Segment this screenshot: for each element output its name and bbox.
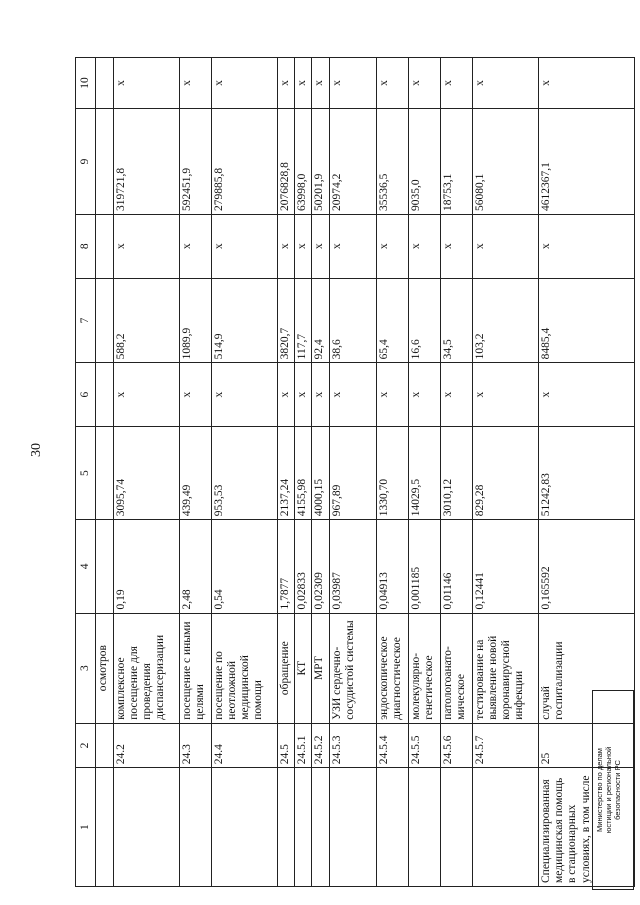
header-cell: 10 — [76, 58, 96, 109]
header-cell: 4 — [76, 520, 96, 613]
table-row — [312, 58, 329, 887]
cell-col-6: х — [295, 363, 312, 427]
cell-col-3: посещение по неотложной медицинской помощи — [211, 613, 277, 723]
cell-col-8 — [96, 214, 113, 278]
stamp-line-1: Министерство по делам — [595, 748, 604, 832]
table-row — [295, 58, 312, 887]
cell-col-5: 4155,98 — [295, 426, 312, 519]
cell-col-3: случай госпитализации — [538, 613, 634, 723]
cell-col-2: 24.5.6 — [440, 723, 472, 768]
cell-col-5: 2137,24 — [277, 426, 294, 519]
header-cell: 9 — [76, 108, 96, 214]
table-row — [277, 58, 294, 887]
cell-col-6: х — [211, 363, 277, 427]
cell-col-3: КТ — [295, 613, 312, 723]
cell-col-1 — [277, 768, 294, 887]
cell-col-1: Специализированная медицинская помощь в стационарных условиях, в том числе — [538, 768, 634, 887]
cell-col-10: х — [179, 58, 211, 109]
cell-col-9: 319721,8 — [113, 108, 179, 214]
cell-col-3: посещение с иными целями — [179, 613, 211, 723]
stamp-frame — [592, 690, 634, 890]
cell-col-2: 25 — [538, 723, 634, 768]
cell-col-6: х — [376, 363, 408, 427]
cell-col-10: х — [408, 58, 440, 109]
cell-col-5: 4000,15 — [312, 426, 329, 519]
cell-col-6 — [96, 363, 113, 427]
cell-col-5: 3010,12 — [440, 426, 472, 519]
cell-col-10: х — [277, 58, 294, 109]
cell-col-5: 51242,83 — [538, 426, 634, 519]
data-table — [75, 57, 635, 887]
table-row — [329, 58, 376, 887]
table-row — [113, 58, 179, 887]
cell-col-8: х — [408, 214, 440, 278]
stamp — [592, 690, 640, 890]
cell-col-2: 24.5.1 — [295, 723, 312, 768]
cell-col-8: х — [113, 214, 179, 278]
cell-col-4: 0,12441 — [472, 520, 538, 613]
cell-col-2: 24.5 — [277, 723, 294, 768]
cell-col-2: 24.5.7 — [472, 723, 538, 768]
cell-col-7: 1089,9 — [179, 278, 211, 363]
cell-col-9: 279885,8 — [211, 108, 277, 214]
cell-col-9: 9035,0 — [408, 108, 440, 214]
cell-col-7: 514,9 — [211, 278, 277, 363]
table-body — [76, 58, 635, 887]
cell-col-4: 1,7877 — [277, 520, 294, 613]
stamp-line-3: безопасности РС — [613, 760, 622, 820]
cell-col-4: 0,165592 — [538, 520, 634, 613]
cell-col-4: 0,54 — [211, 520, 277, 613]
cell-col-6: х — [312, 363, 329, 427]
table-row — [440, 58, 472, 887]
cell-col-9: 18753,1 — [440, 108, 472, 214]
cell-col-8: х — [538, 214, 634, 278]
cell-col-1 — [179, 768, 211, 887]
cell-col-1 — [113, 768, 179, 887]
cell-col-10: х — [113, 58, 179, 109]
cell-col-7: 38,6 — [329, 278, 376, 363]
cell-col-3: обращение — [277, 613, 294, 723]
cell-col-1 — [312, 768, 329, 887]
header-cell: 3 — [76, 613, 96, 723]
cell-col-2: 24.5.2 — [312, 723, 329, 768]
cell-col-2: 24.5.3 — [329, 723, 376, 768]
cell-col-10: х — [211, 58, 277, 109]
cell-col-4: 0,001185 — [408, 520, 440, 613]
header-cell: 6 — [76, 363, 96, 427]
header-row — [76, 58, 96, 887]
cell-col-2: 24.3 — [179, 723, 211, 768]
cell-col-1 — [329, 768, 376, 887]
cell-col-4 — [96, 520, 113, 613]
cell-col-7: 3820,7 — [277, 278, 294, 363]
header-cell: 5 — [76, 426, 96, 519]
cell-col-6: х — [440, 363, 472, 427]
cell-col-9: 35536,5 — [376, 108, 408, 214]
cell-col-9: 2076828,8 — [277, 108, 294, 214]
rotated-table-container — [75, 57, 635, 887]
cell-col-9: 20974,2 — [329, 108, 376, 214]
cell-col-3: патологоанато-мическое — [440, 613, 472, 723]
cell-col-5: 953,53 — [211, 426, 277, 519]
cell-col-6: х — [408, 363, 440, 427]
cell-col-10: х — [472, 58, 538, 109]
cell-col-3: эндоскопическое диагностическое — [376, 613, 408, 723]
cell-col-1 — [295, 768, 312, 887]
cell-col-9: 56080,1 — [472, 108, 538, 214]
cell-col-9: 50201,9 — [312, 108, 329, 214]
table-row — [376, 58, 408, 887]
cell-col-6: х — [538, 363, 634, 427]
cell-col-4: 0,03987 — [329, 520, 376, 613]
cell-col-10: х — [538, 58, 634, 109]
header-cell: 1 — [76, 768, 96, 887]
table-row — [179, 58, 211, 887]
cell-col-8: х — [376, 214, 408, 278]
cell-col-5: 1330,70 — [376, 426, 408, 519]
cell-col-5: 14029,5 — [408, 426, 440, 519]
cell-col-3: молекулярно-генетическое — [408, 613, 440, 723]
table-row — [408, 58, 440, 887]
cell-col-2: 24.2 — [113, 723, 179, 768]
cell-col-7 — [96, 278, 113, 363]
cell-col-4: 0,04913 — [376, 520, 408, 613]
cell-col-5 — [96, 426, 113, 519]
cell-col-6: х — [472, 363, 538, 427]
cell-col-8: х — [295, 214, 312, 278]
page-number: 30 — [29, 443, 44, 457]
cell-col-8: х — [472, 214, 538, 278]
cell-col-7: 92,4 — [312, 278, 329, 363]
cell-col-7: 103,2 — [472, 278, 538, 363]
cell-col-5: 967,89 — [329, 426, 376, 519]
cell-col-5: 439,49 — [179, 426, 211, 519]
cell-col-8: х — [329, 214, 376, 278]
cell-col-10 — [96, 58, 113, 109]
cell-col-4: 0,01146 — [440, 520, 472, 613]
cell-col-3: УЗИ сердечно-сосудистой системы — [329, 613, 376, 723]
cell-col-3: осмотров — [96, 613, 113, 723]
cell-col-9 — [96, 108, 113, 214]
cell-col-7: 16,6 — [408, 278, 440, 363]
cell-col-2: 24.5.4 — [376, 723, 408, 768]
cell-col-2: 24.4 — [211, 723, 277, 768]
cell-col-9: 4612367,1 — [538, 108, 634, 214]
cell-col-7: 117,7 — [295, 278, 312, 363]
cell-col-2 — [96, 723, 113, 768]
cell-col-1 — [96, 768, 113, 887]
cell-col-7: 588,2 — [113, 278, 179, 363]
cell-col-3: комплексное посещение для проведения диспансеризации — [113, 613, 179, 723]
cell-col-3: МРТ — [312, 613, 329, 723]
cell-col-8: х — [211, 214, 277, 278]
table-row — [211, 58, 277, 887]
cell-col-4: 0,02309 — [312, 520, 329, 613]
cell-col-10: х — [295, 58, 312, 109]
cell-col-10: х — [329, 58, 376, 109]
cell-col-10: х — [376, 58, 408, 109]
cell-col-2: 24.5.5 — [408, 723, 440, 768]
cell-col-7: 34,5 — [440, 278, 472, 363]
cell-col-9: 63998,0 — [295, 108, 312, 214]
cell-col-8: х — [277, 214, 294, 278]
cell-col-4: 0,19 — [113, 520, 179, 613]
cell-col-10: х — [440, 58, 472, 109]
cell-col-5: 829,28 — [472, 426, 538, 519]
cell-col-6: х — [329, 363, 376, 427]
cell-col-1 — [211, 768, 277, 887]
cell-col-8: х — [440, 214, 472, 278]
stamp-line-2: юстиции и региональной — [604, 746, 613, 834]
cell-col-7: 8485,4 — [538, 278, 634, 363]
cell-col-10: х — [312, 58, 329, 109]
cell-col-3: тестирование на выявление новой коронавирусной инфекции — [472, 613, 538, 723]
header-cell: 2 — [76, 723, 96, 768]
cell-col-1 — [408, 768, 440, 887]
cell-col-1 — [472, 768, 538, 887]
cell-col-4: 0,02833 — [295, 520, 312, 613]
cell-col-6: х — [113, 363, 179, 427]
table-row — [96, 58, 113, 887]
cell-col-6: х — [179, 363, 211, 427]
cell-col-7: 65,4 — [376, 278, 408, 363]
header-cell: 7 — [76, 278, 96, 363]
cell-col-1 — [440, 768, 472, 887]
table-row — [472, 58, 538, 887]
cell-col-6: х — [277, 363, 294, 427]
cell-col-8: х — [312, 214, 329, 278]
header-cell: 8 — [76, 214, 96, 278]
cell-col-4: 2,48 — [179, 520, 211, 613]
cell-col-9: 592451,9 — [179, 108, 211, 214]
cell-col-5: 3095,74 — [113, 426, 179, 519]
cell-col-1 — [376, 768, 408, 887]
cell-col-8: х — [179, 214, 211, 278]
